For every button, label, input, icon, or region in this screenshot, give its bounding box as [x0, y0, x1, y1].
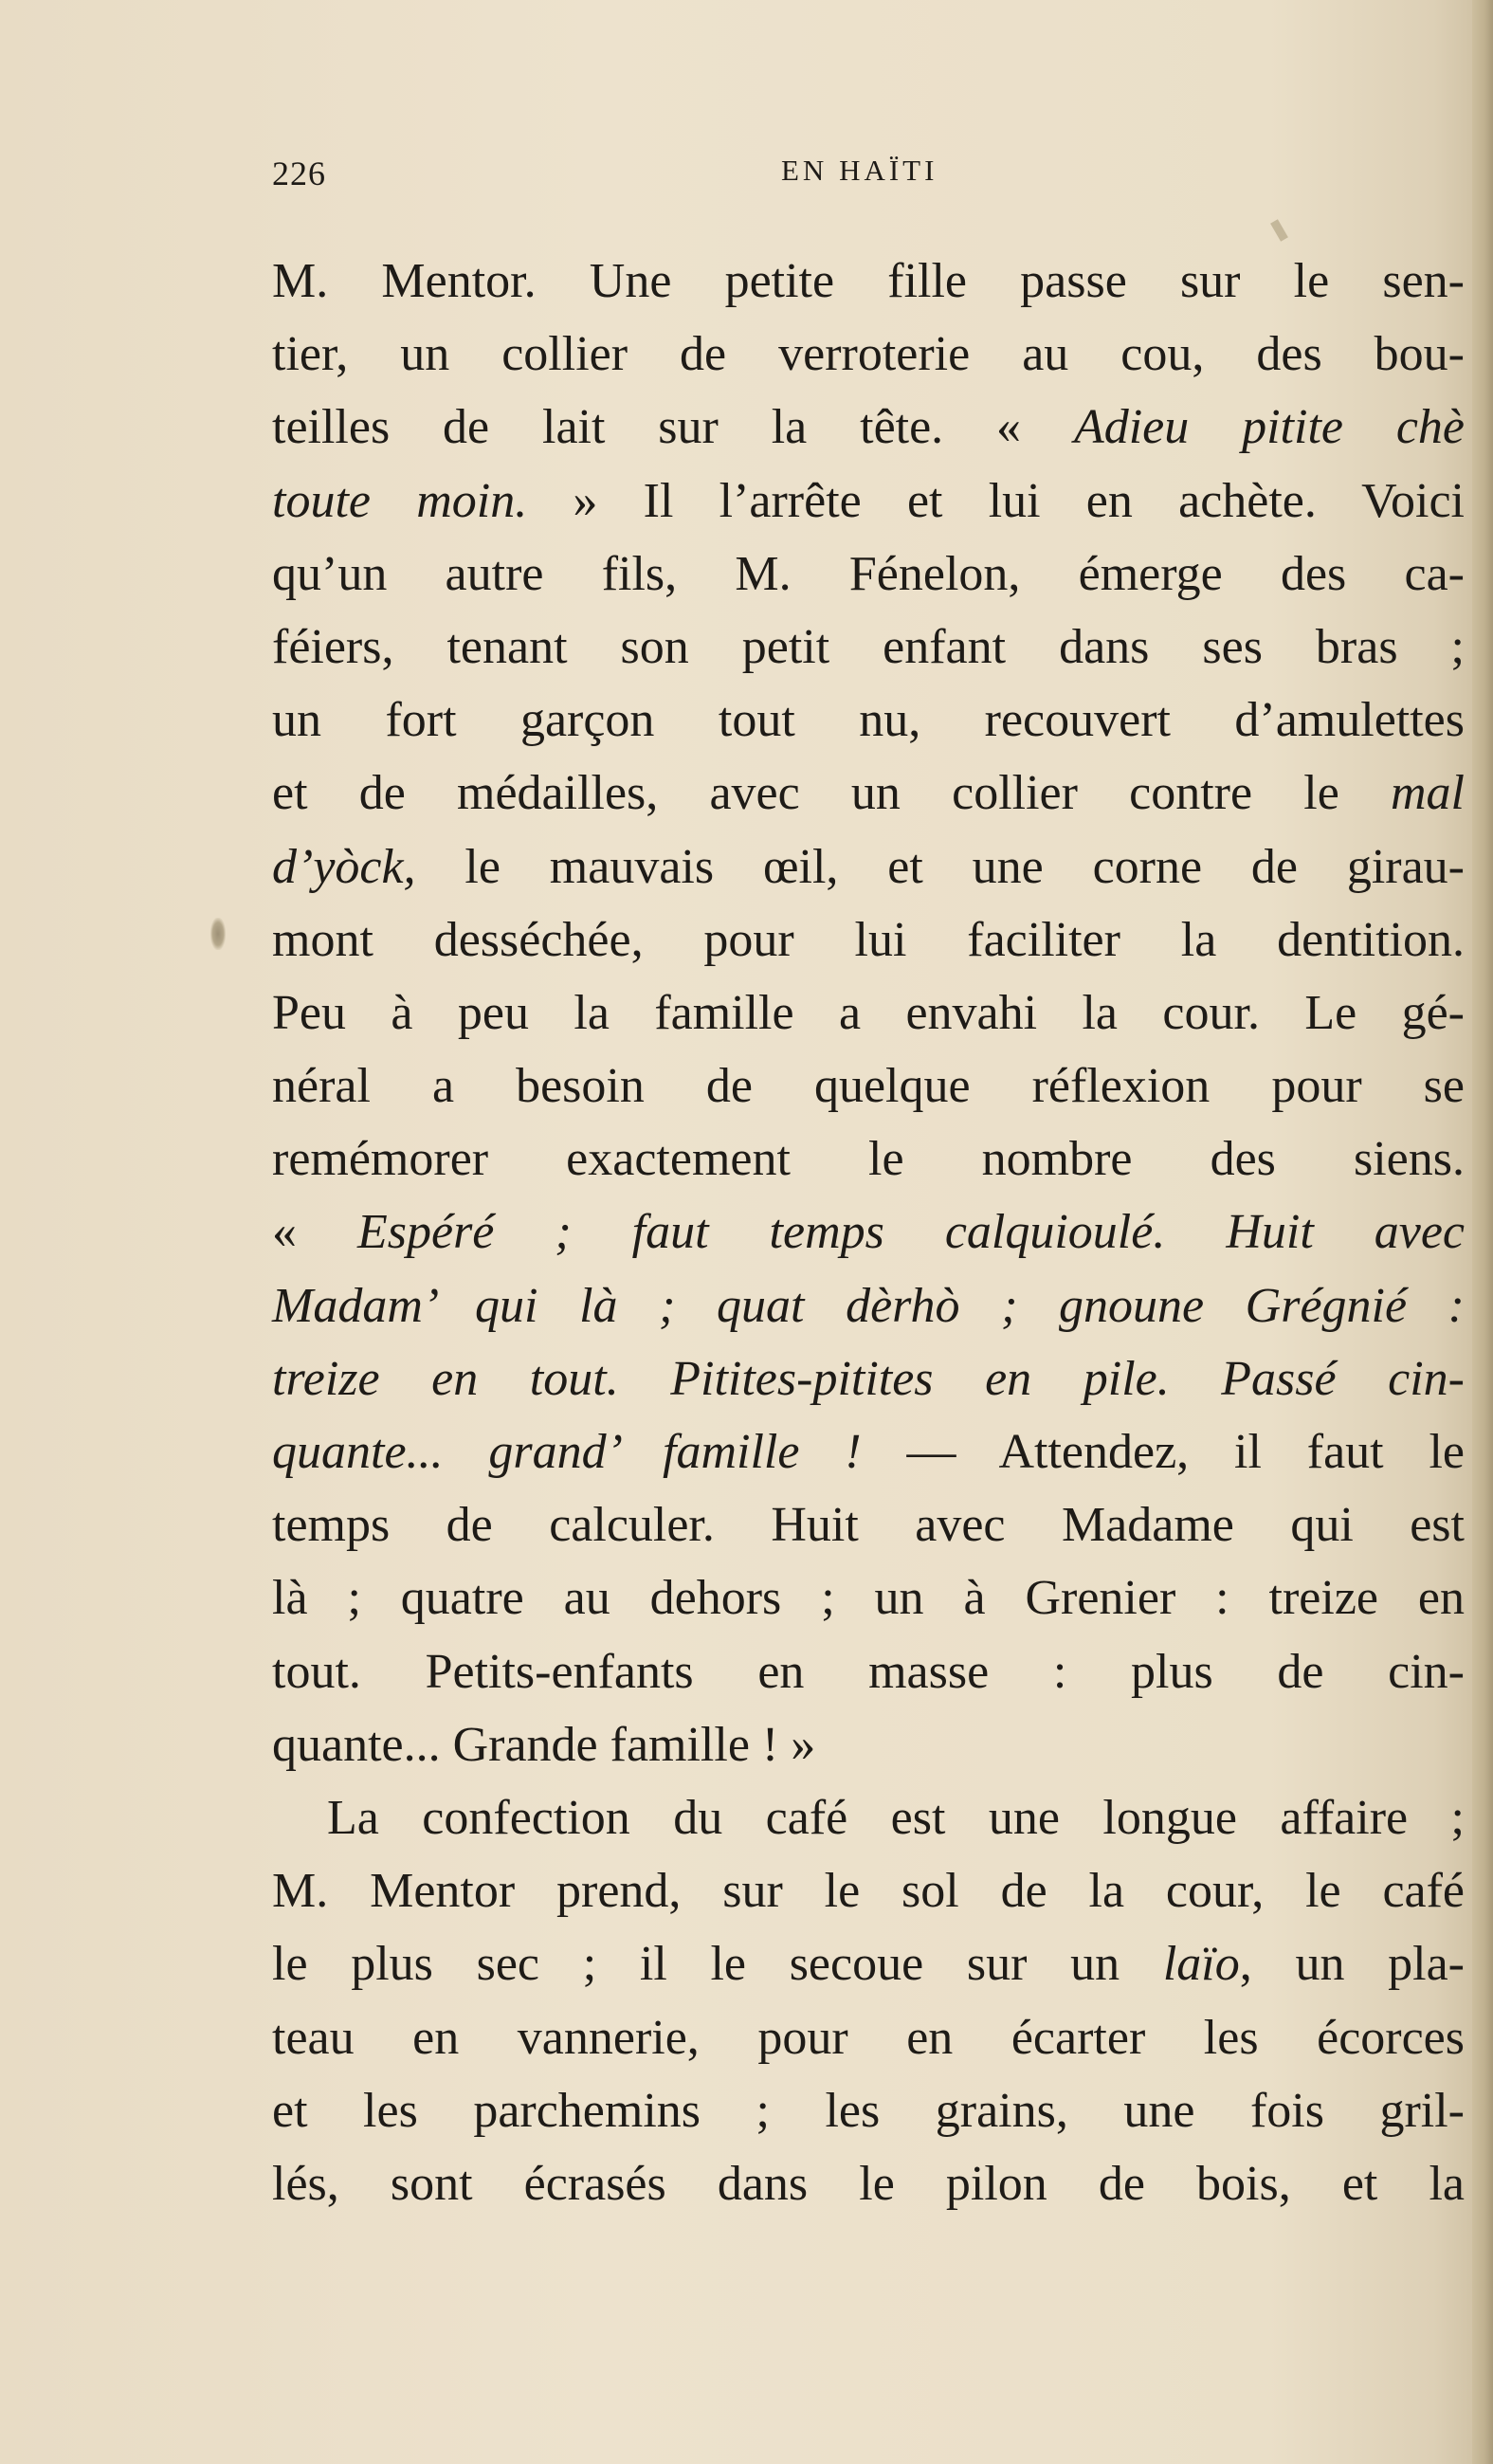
- text-segment: le mauvais œil, et une corne de girau-: [415, 839, 1465, 894]
- text-line: [272, 1781, 1465, 1854]
- text-line: [272, 465, 1465, 538]
- italic-segment: toute moin.: [272, 473, 528, 528]
- text-segment: M. Mentor prend, sur le sol de la cour, le café: [272, 1864, 1465, 1919]
- text-line: [272, 391, 1465, 464]
- text-segment: qu’un autre fils, M. Fénelon, émerge des ca-: [272, 546, 1465, 601]
- italic-segment: mal: [1391, 766, 1465, 821]
- text-line: [272, 2147, 1465, 2220]
- text-line: [272, 1415, 1465, 1488]
- body-text: [272, 245, 1465, 2220]
- text-segment: remémorer exactement le nombre des siens.: [272, 1132, 1465, 1187]
- text-line: [272, 245, 1465, 318]
- text-line: [272, 757, 1465, 830]
- text-segment: teau en vannerie, pour en écarter les écorces: [272, 2010, 1465, 2065]
- text-line: [272, 830, 1465, 903]
- text-segment: quante... Grande famille ! »: [272, 1717, 816, 1772]
- text-line: [272, 1561, 1465, 1634]
- text-segment: lés, sont écrasés dans le pilon de bois, et la: [272, 2156, 1465, 2211]
- text-line: [272, 1854, 1465, 1927]
- text-line: [272, 1195, 1465, 1269]
- text-segment: Peu à peu la famille a envahi la cour. Le gé-: [272, 985, 1465, 1040]
- text-segment: — Attendez, il faut le: [861, 1425, 1465, 1479]
- page-header: [272, 154, 1457, 199]
- text-line: [272, 2074, 1465, 2147]
- text-line: [272, 1269, 1465, 1342]
- text-line: [272, 611, 1465, 684]
- text-segment: féiers, tenant son petit enfant dans ses bras ;: [272, 619, 1465, 674]
- text-line: [272, 684, 1465, 757]
- page-edge: [1472, 0, 1493, 2464]
- paper-speck: [1270, 219, 1288, 242]
- italic-segment: Adieu pitite chè: [1073, 400, 1466, 455]
- text-line: [272, 538, 1465, 611]
- italic-segment: d’yòck,: [272, 839, 416, 894]
- text-segment: mont desséchée, pour lui faciliter la dentition.: [272, 912, 1465, 967]
- text-line: [272, 1635, 1465, 1708]
- text-segment: «: [272, 1205, 357, 1260]
- text-segment: tout. Petits-enfants en masse : plus de cin-: [272, 1644, 1465, 1699]
- text-line: [272, 1122, 1465, 1195]
- text-segment: La confection du café est une longue affaire ;: [327, 1790, 1465, 1845]
- italic-segment: treize en tout. Pitites-pitites en pile. Passé cin-: [272, 1351, 1465, 1406]
- text-segment: M. Mentor. Une petite fille passe sur le sen-: [272, 254, 1465, 308]
- text-segment: un fort garçon tout nu, recouvert d’amulettes: [272, 693, 1465, 748]
- italic-segment: Madam’ qui là ; quat dèrhò ; gnoune Grégnié :: [272, 1278, 1465, 1333]
- text-segment: » Il l’arrête et lui en achète. Voici: [527, 473, 1465, 528]
- italic-segment: Espéré ; faut temps calquioulé. Huit avec: [356, 1205, 1465, 1260]
- text-segment: tier, un collier de verroterie au cou, des bou-: [272, 327, 1465, 382]
- text-segment: là ; quatre au dehors ; un à Grenier : treize en: [272, 1571, 1465, 1626]
- text-line: [272, 903, 1465, 976]
- text-segment: le plus sec ; il le secoue sur un: [272, 1937, 1163, 1992]
- text-segment: teilles de lait sur la tête. «: [272, 400, 1074, 455]
- text-line: [272, 1488, 1465, 1561]
- text-line: [272, 2001, 1465, 2074]
- text-segment: et les parchemins ; les grains, une fois gril-: [272, 2083, 1465, 2138]
- text-line: [272, 1049, 1465, 1122]
- text-segment: , un pla-: [1239, 1937, 1465, 1992]
- text-segment: néral a besoin de quelque réflexion pour se: [272, 1059, 1465, 1114]
- running-title: EN HAÏTI: [781, 154, 938, 187]
- italic-segment: quante... grand’ famille !: [272, 1425, 862, 1479]
- text-line: [272, 1342, 1465, 1415]
- text-line: [272, 1708, 1465, 1781]
- text-line: [272, 1927, 1465, 2000]
- page-number: 226: [272, 155, 326, 192]
- margin-mark: [210, 918, 226, 950]
- text-segment: et de médailles, avec un collier contre le: [272, 766, 1391, 821]
- text-line: [272, 976, 1465, 1049]
- text-segment: temps de calculer. Huit avec Madame qui est: [272, 1498, 1465, 1553]
- text-line: [272, 318, 1465, 391]
- italic-segment: laïo: [1162, 1937, 1240, 1992]
